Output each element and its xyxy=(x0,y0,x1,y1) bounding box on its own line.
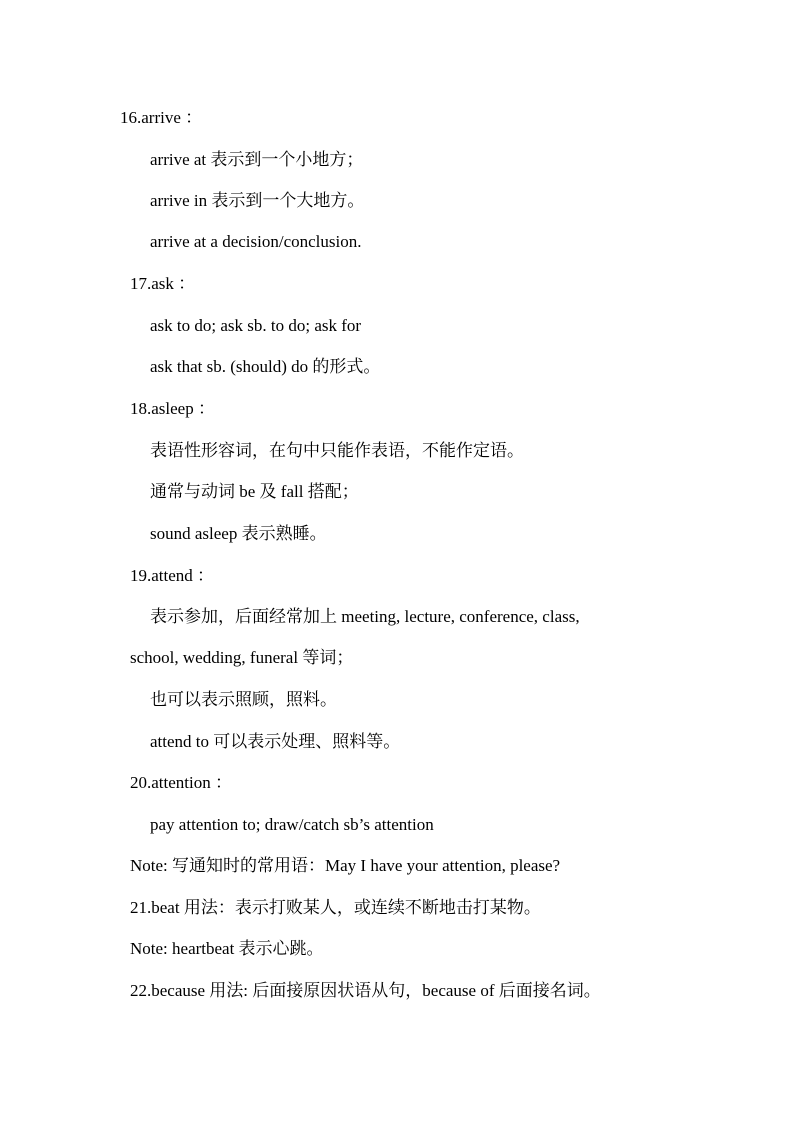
text-line: arrive at 表示到一个小地方； xyxy=(150,150,364,169)
text-line: arrive in 表示到一个大地方。 xyxy=(150,191,365,210)
entry-heading-attention: 20.attention ： xyxy=(130,773,232,792)
text-line: 通常与动词 be 及 fall 搭配； xyxy=(150,482,359,501)
note-line: Note: heartbeat 表示心跳。 xyxy=(130,939,324,958)
note-line: Note: 写通知时的常用语：May I have your attention, please? xyxy=(130,856,561,875)
text-line: school, wedding, funeral 等词； xyxy=(130,648,354,667)
entry-heading-arrive: 16.arrive ： xyxy=(120,108,203,127)
text-line: ask that sb. (should) do 的形式。 xyxy=(150,357,381,376)
entry-heading-beat: 21.beat 用法：表示打败某人，或连续不断地击打某物。 xyxy=(130,898,541,917)
text-line: pay attention to; draw/catch sb’s attention xyxy=(150,815,434,834)
entry-heading-attend: 19.attend ： xyxy=(130,566,215,585)
text-line: arrive at a decision/conclusion. xyxy=(150,232,362,251)
entry-heading-ask: 17.ask ： xyxy=(130,274,196,293)
text-line: 表示参加，后面经常加上 meeting, lecture, conference, class, xyxy=(150,607,580,626)
text-line: 表语性形容词，在句中只能作表语，不能作定语。 xyxy=(150,441,524,460)
entry-heading-asleep: 18.asleep ： xyxy=(130,399,215,418)
entry-heading-because: 22.because 用法: 后面接原因状语从句，because of 后面接名词。 xyxy=(130,981,601,1000)
text-line: attend to 可以表示处理、照料等。 xyxy=(150,732,401,751)
text-line: sound asleep 表示熟睡。 xyxy=(150,524,327,543)
text-line: 也可以表示照顾，照料。 xyxy=(150,690,337,709)
text-line: ask to do; ask sb. to do; ask for xyxy=(150,316,362,335)
